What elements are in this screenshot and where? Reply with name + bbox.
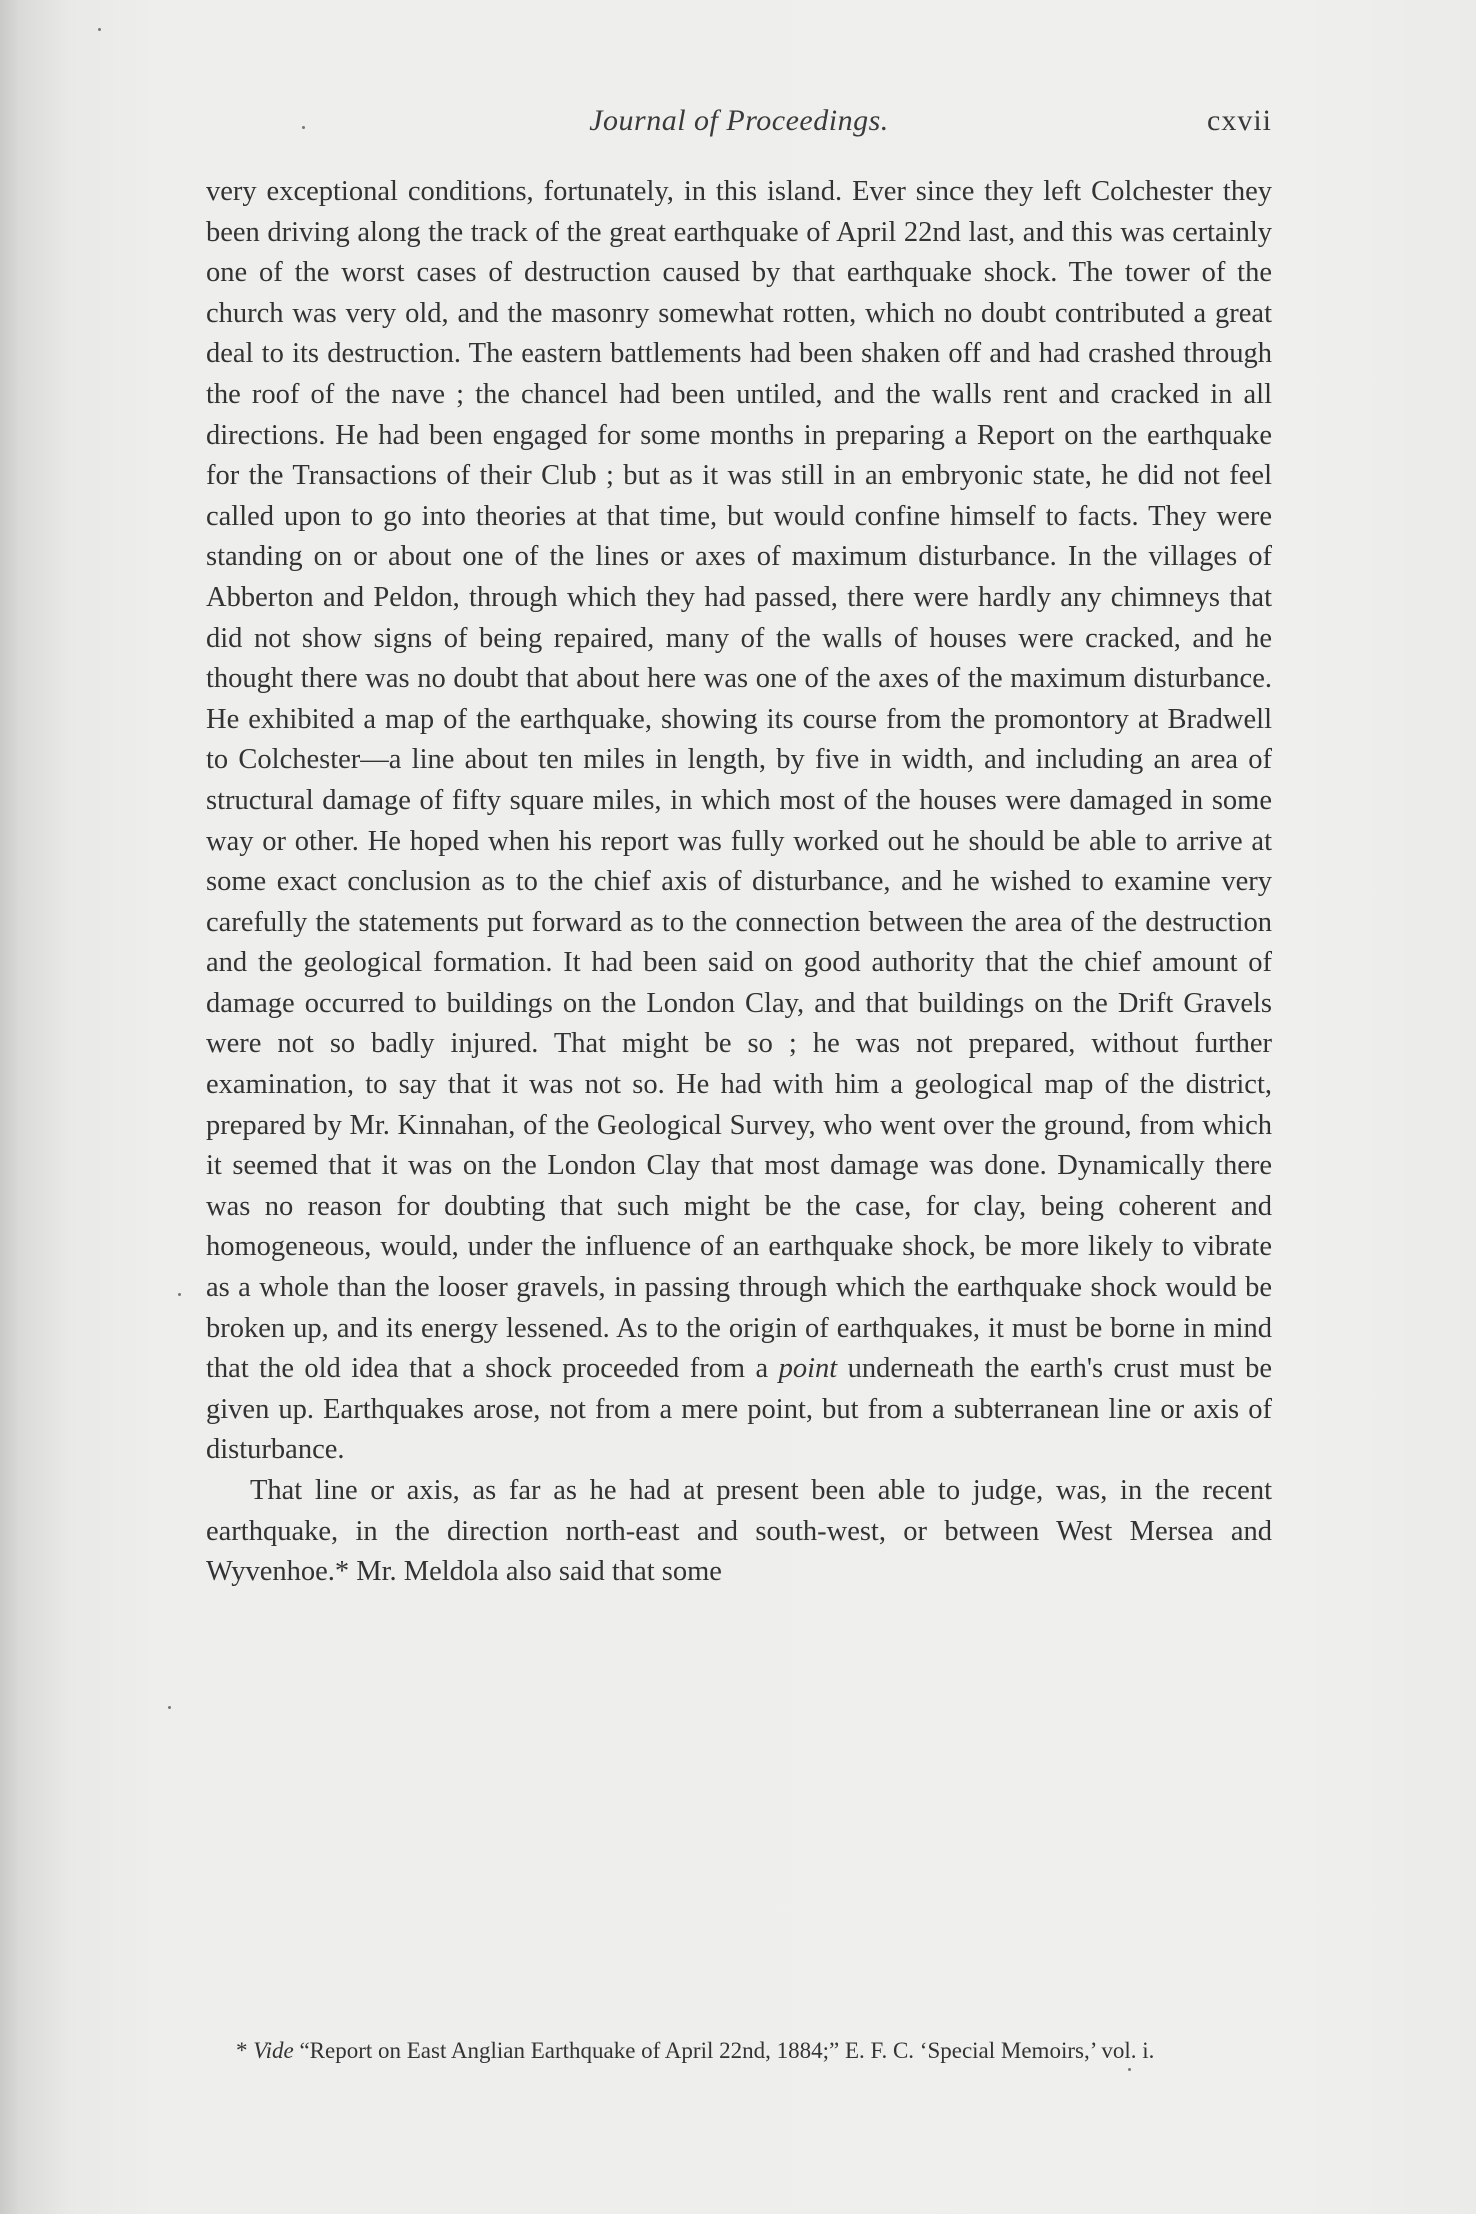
paper-speck (302, 126, 305, 129)
paragraph-2: That line or axis, as far as he had at present been able to judge, was, in the recent earthquake, in the direction north-east and south-west, or between West Mersea and Wyvenhoe.* Mr. Meldola also said that some (206, 1475, 1272, 1588)
paragraph-1-end: underneath the earth's crust must be given up. Earthquakes arose, not from a mere point, but from a subterranean line or axis of disturbance. (206, 1353, 1273, 1466)
footnote-body: “Report on East Anglian Earthquake of April 22nd, 1884;” E. F. C. ‘Special Memoirs,’ vol. i. (299, 2038, 1155, 2063)
paragraph-1 (206, 172, 1272, 1471)
paragraph-1-text: very exceptional conditions, fortunately, in this island. Ever since they left Colchester they been driving along the track of the great earthquake of April 22nd last, and this was certainly one of the worst cases of destruction caused by that earthquake shock. The tower of the church was very old, and the masonry somewhat rotten, which no doubt contributed a great deal to its destruction. The eastern battlements had been shaken off and had crashed through the roof of the nave ; the chancel had been untiled, and the walls rent and cracked in all directions. He had been engaged for some months in preparing a Report on the earthquake for the Transactions of their Club ; but as it was still in an embryonic state, he did not feel called upon to go into theories at that time, but would confine himself to facts. They were standing on or about one of the lines or axes of maximum disturbance. In the villages of Abberton and Peldon, through which they had passed, there were hardly any chimneys that did not show signs of being repaired, many of the walls of houses were cracked, and he thought there was no doubt that about here was one of the axes of the maximum disturbance. He exhibited a map of the earthquake, showing its course from the promontory at Bradwell to Colchester—a line about ten miles in length, by five in width, and including an area of structural damage of fifty square miles, in which most of the houses were damaged in some way or other. He hoped when his report was fully worked out he should be able to arrive at some exact conclusion as to the chief axis of disturbance, and he wished to examine very carefully the statements put forward as to the connection between the area of the destruction and the geological formation. It had been said on good authority that the chief amount of damage occurred to buildings on the London Clay, and that buildings on the Drift Gravels were not so badly injured. That might be so ; he was not prepared, without further examination, to say that it was not so. He had with him a geological map of the district, prepared by Mr. Kinnahan, of the Geological Survey, who went over the ground, from which it seemed that it was on the London Clay that most damage was done. Dynamically there was no reason for doubting that such might be the case, for clay, being coherent and homogeneous, would, under the influence of an earthquake shock, be more likely to vibrate as a whole than the looser gravels, in passing through which the earthquake shock would be broken up, and its energy lessened. As to the origin of earthquakes, it must be borne in mind that the old idea that a shock proceeded from a (206, 176, 1272, 1385)
page-number: cxvii (1207, 104, 1272, 137)
footnote-marker: * (236, 2038, 248, 2063)
running-head (206, 104, 1272, 154)
footnote-emphasis: Vide (253, 2038, 294, 2063)
running-title: Journal of Proceedings. (589, 104, 889, 137)
body-text (206, 172, 1272, 1593)
paper-speck (178, 1293, 181, 1296)
paper-speck (1128, 2068, 1131, 2071)
paragraph-1-emphasis: point (778, 1353, 838, 1385)
footnote (206, 2034, 1272, 2067)
footnote-text (206, 2034, 1272, 2067)
paper-speck (168, 1706, 171, 1709)
paper-speck (98, 28, 101, 31)
